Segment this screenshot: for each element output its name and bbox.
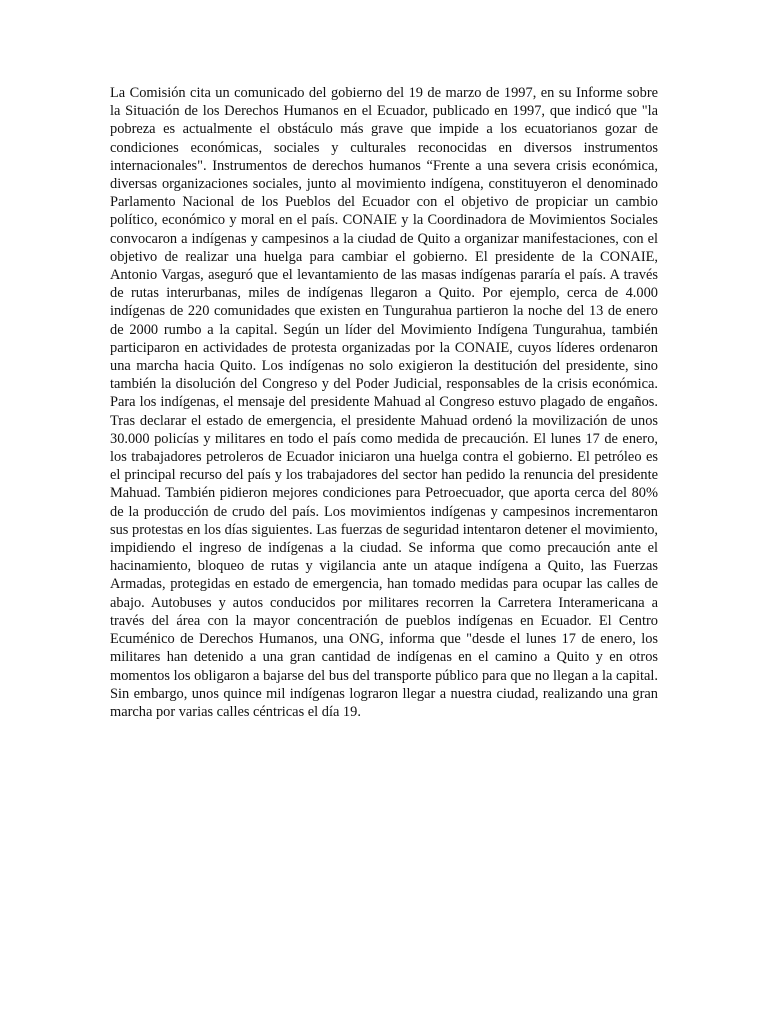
body-paragraph: La Comisión cita un comunicado del gobierno del 19 de marzo de 1997, en su Informe sobre la Situación de los Derechos Humanos en el Ecuador, publicado en 1997, que indicó que "la pobreza es actualmente el obstáculo más grave que impide a los ecuatorianos gozar de condiciones económicas, sociales y culturales reconocidas en diversos instrumentos internacionales". Instrumentos de derechos humanos “Frente a una severa crisis económica, diversas organizaciones sociales, junto al movimiento indígena, constituyeron el denominado Parlamento Nacional de los Pueblos del Ecuador con el objetivo de propiciar un cambio político, económico y moral en el país. CONAIE y la Coordinadora de Movimientos Sociales convocaron a indígenas y campesinos a la ciudad de Quito a organizar manifestaciones, con el objetivo de realizar una huelga para cambiar el gobierno. El presidente de la CONAIE, Antonio Vargas, aseguró que el levantamiento de las masas indígenas pararía el país. A través de rutas interurbanas, miles de indígenas llegaron a Quito. Por ejemplo, cerca de 4.000 indígenas de 220 comunidades que existen en Tungurahua partieron la noche del 13 de enero de 2000 rumbo a la capital. Según un líder del Movimiento Indígena Tungurahua, también participaron en actividades de protesta organizadas por la CONAIE, cuyos líderes ordenaron una marcha hacia Quito. Los indígenas no solo exigieron la destitución del presidente, sino también la disolución del Congreso y del Poder Judicial, responsables de la crisis económica. Para los indígenas, el mensaje del presidente Mahuad al Congreso estuvo plagado de engaños. Tras declarar el estado de emergencia, el presidente Mahuad ordenó la movilización de unos 30.000 policías y militares en todo el país como medida de precaución. El lunes 17 de enero, los trabajadores petroleros de Ecuador iniciaron una huelga contra el gobierno. El petróleo es el principal recurso del país y los trabajadores del sector han pedido la renuncia del presidente Mahuad. También pidieron mejores condiciones para Petroecuador, que aporta cerca del 80% de la producción de crudo del país. Los movimientos indígenas y campesinos incrementaron sus protestas en los días siguientes. Las fuerzas de seguridad intentaron detener el movimiento, impidiendo el ingreso de indígenas a la ciudad. Se informa que como precaución ante el hacinamiento, bloqueo de rutas y vigilancia ante un ataque indígena a Quito, las Fuerzas Armadas, protegidas en estado de emergencia, han tomado medidas para ocupar las calles de abajo. Autobuses y autos conducidos por militares recorren la Carretera Interamericana a través del área con la mayor concentración de pueblos indígenas en Ecuador. El Centro Ecuménico de Derechos Humanos, una ONG, informa que "desde el lunes 17 de enero, los militares han detenido a una gran cantidad de indígenas en el camino a Quito y en otros momentos los obligaron a bajarse del bus del transporte público para que no llegan a la capital. Sin embargo, unos quince mil indígenas lograron llegar a nuestra ciudad, realizando una gran marcha por varias calles céntricas el día 19. bbox=[110, 85, 658, 720]
